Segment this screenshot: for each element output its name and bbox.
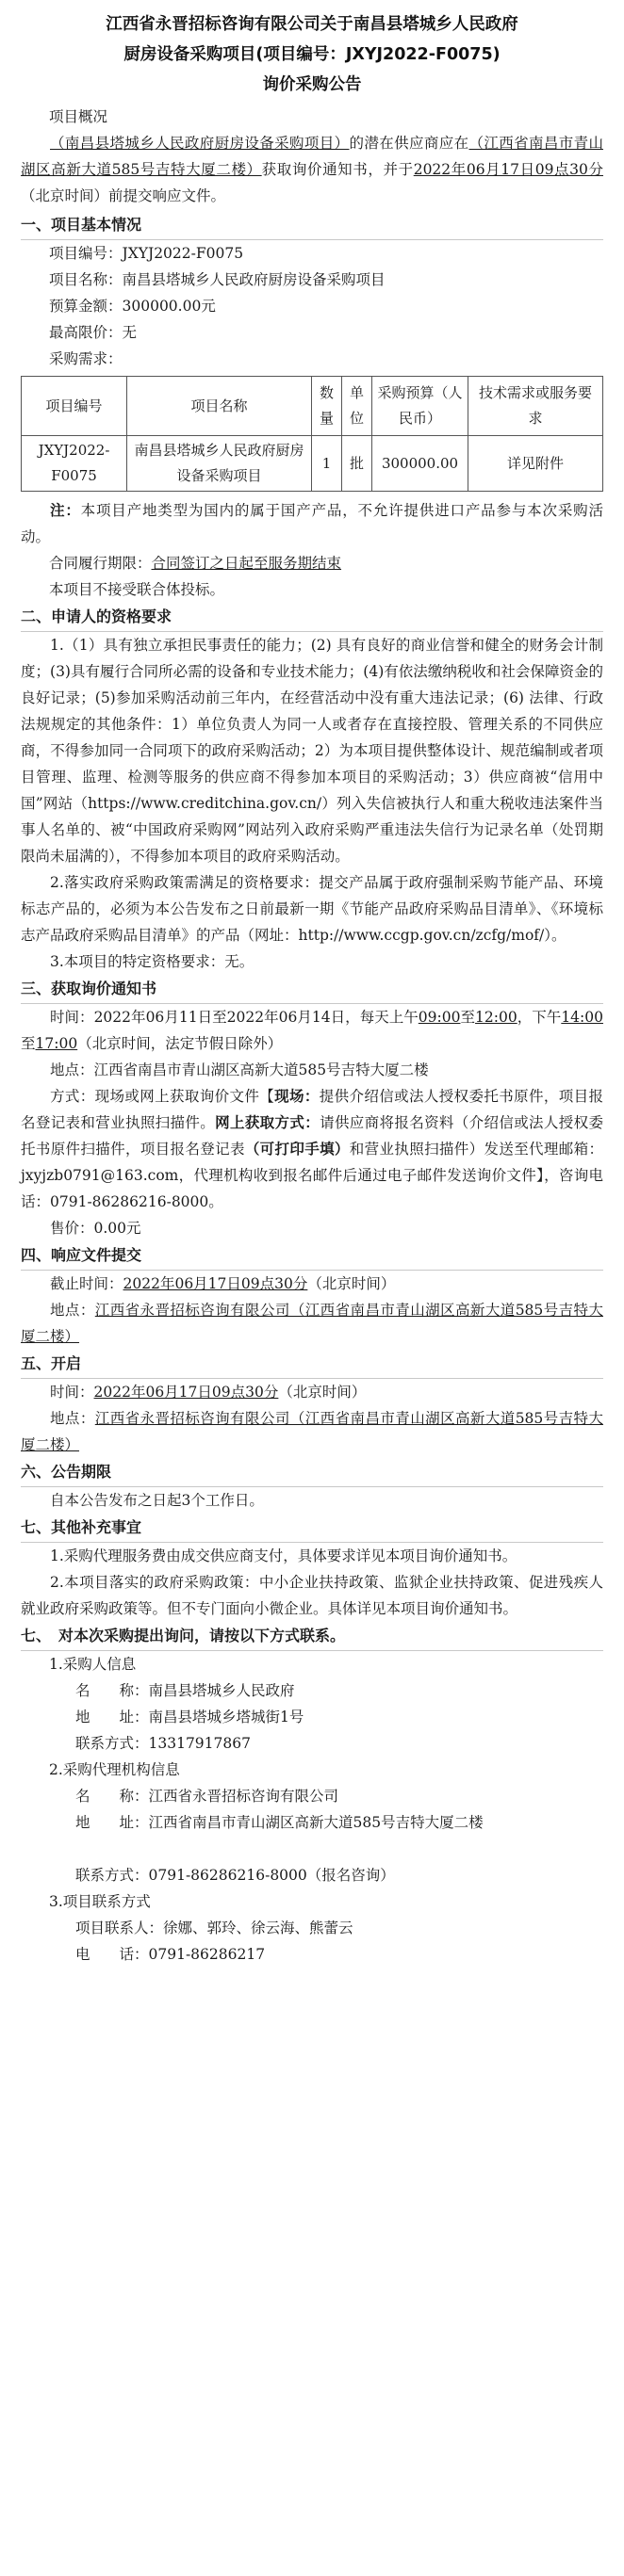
needs-label: 采购需求： <box>49 350 123 367</box>
title-line-2: 厨房设备采购项目(项目编号：JXYJ2022-F0075) <box>123 45 501 64</box>
supplement-2: 2.本项目落实的政府采购政策：中小企业扶持政策、监狱企业扶持政策、促进残疾人就业政府采购政策等。但不专门面向小微企业。具体详见本项目询价通知书。 <box>21 1574 603 1617</box>
table-cell: 详见附件 <box>468 436 603 492</box>
title-line-1: 江西省永晋招标咨询有限公司关于南昌县塔城乡人民政府 <box>106 15 518 34</box>
contact-section-heading: 七、 对本次采购提出询问，请按以下方式联系。 <box>21 1622 603 1651</box>
project-contact-phone: 电 话：0791-86286217 <box>75 1946 266 1963</box>
overview-deadline: 2022年06月17日09点30分 <box>413 161 603 178</box>
qualification-3: 3.本项目的特定资格要求：无。 <box>50 953 255 970</box>
agency-address: 地 址：江西省南昌市青山湖区高新大道585号吉特大厦二楼 <box>75 1814 484 1831</box>
project-number: 项目编号：JXYJ2022-F0075 <box>49 245 244 262</box>
qualification-2: 2.落实政府采购政策需满足的资格要求：提交产品属于政府强制采购节能产品、环境标志产品的，必须为本公告发布之日前最新一期《节能产品政府采购品目清单》、《环境标志产品政府采购品目清单》的产品（网址：http://www.ccgp.gov.cn/zcfg/mof/）。 <box>21 874 603 944</box>
obtain-place: 地点：江西省南昌市青山湖区高新大道585号吉特大厦二楼 <box>50 1061 429 1078</box>
table-cell: JXYJ2022-F0075 <box>22 436 127 492</box>
project-contact-label: 3.项目联系方式 <box>49 1893 151 1910</box>
section-6-heading: 六、公告期限 <box>21 1458 603 1487</box>
obtain-time: 时间：2022年06月11日至2022年06月14日，每天上午09:00至12:00，下午14:00至17:00（北京时间，法定节假日除外） <box>21 1009 603 1052</box>
budget-amount: 预算金额：300000.00元 <box>49 298 216 315</box>
overview-label: 项目概况 <box>49 108 108 125</box>
contract-period: 合同履行期限：合同签订之日起至服务期结束 <box>49 555 342 572</box>
section-3-heading: 三、获取询价通知书 <box>21 975 603 1004</box>
table-cell: 1 <box>312 436 342 492</box>
section-4-heading: 四、响应文件提交 <box>21 1241 603 1271</box>
agency-label: 2.采购代理机构信息 <box>49 1761 180 1778</box>
table-header: 项目编号 <box>22 377 127 436</box>
purchaser-address: 地 址：南昌县塔城乡塔城街1号 <box>75 1709 304 1725</box>
supplement-1: 1.采购代理服务费由成交供应商支付，具体要求详见本项目询价通知书。 <box>50 1547 517 1564</box>
table-row <box>22 436 603 492</box>
submission-place: 地点：江西省永晋招标咨询有限公司（江西省南昌市青山湖区高新大道585号吉特大厦二楼） <box>21 1302 603 1345</box>
table-cell: 南昌县塔城乡人民政府厨房设备采购项目 <box>127 436 312 492</box>
purchaser-label: 1.采购人信息 <box>49 1656 137 1673</box>
agency-contact: 联系方式：0791-86286216-8000（报名咨询） <box>75 1867 395 1884</box>
table-cell: 300000.00 <box>372 436 468 492</box>
purchaser-name: 名 称：南昌县塔城乡人民政府 <box>75 1682 295 1699</box>
overview-address: （江西省南昌市青山湖区高新大道585号吉特大厦二楼） <box>21 135 603 178</box>
obtain-price: 售价：0.00元 <box>50 1220 141 1237</box>
table-header: 采购预算（人民币） <box>372 377 468 436</box>
table-header: 技术需求或服务要求 <box>468 377 603 436</box>
table-cell: 批 <box>342 436 372 492</box>
submission-deadline: 截止时间：2022年06月17日09点30分（北京时间） <box>50 1275 396 1292</box>
title-line-3: 询价采购公告 <box>262 75 362 94</box>
project-contact-people: 项目联系人：徐娜、郭玲、徐云海、熊蕾云 <box>75 1920 353 1936</box>
section-2-heading: 二、申请人的资格要求 <box>21 603 603 632</box>
obtain-method: 方式：现场或网上获取询价文件【现场：提供介绍信或法人授权委托书原件，项目报名登记表和营业执照扫描件。网上获取方式：请供应商将报名资料（介绍信或法人授权委托书原件扫描件，项目报名登记表（可打印手填）和营业执照扫描件）发送至代理邮箱：jxyjzb0791@163.com，代理机构收到报名邮件后通过电子邮件发送询价文件】，咨询电话：0791-86286216-8000。 <box>21 1088 603 1210</box>
section-1-heading: 一、项目基本情况 <box>21 211 603 240</box>
procurement-table <box>21 376 603 492</box>
agency-name: 名 称：江西省永晋招标咨询有限公司 <box>75 1788 339 1805</box>
opening-place: 地点：江西省永晋招标咨询有限公司（江西省南昌市青山湖区高新大道585号吉特大厦二楼） <box>21 1410 603 1453</box>
table-header: 项目名称 <box>127 377 312 436</box>
section-5-heading: 五、开启 <box>21 1350 603 1379</box>
overview-project-name: （南昌县塔城乡人民政府厨房设备采购项目） <box>50 135 350 152</box>
max-price: 最高限价：无 <box>49 324 138 341</box>
notice-period: 自本公告发布之日起3个工作日。 <box>50 1492 264 1509</box>
origin-note: 注：本项目产地类型为国内的属于国产产品，不允许提供进口产品参与本次采购活动。 <box>21 502 603 545</box>
consortium-note: 本项目不接受联合体投标。 <box>49 581 225 598</box>
section-7-heading: 七、其他补充事宜 <box>21 1514 603 1543</box>
purchaser-contact: 联系方式：13317917867 <box>75 1735 251 1752</box>
table-header-row <box>22 377 603 436</box>
qualification-1: 1.（1）具有独立承担民事责任的能力；(2) 具有良好的商业信誉和健全的财务会计制度；(3)具有履行合同所必需的设备和专业技术能力；(4)有依法缴纳税收和社会保障资金的良好记录；(5)参加采购活动前三年内，在经营活动中没有重大违法记录；(6) 法律、行政法规规定的其他条件：1）单位负责人为同一人或者存在直接控股、管理关系的不同供应商，不得参加同一合同项下的政府采购活动；2）为本项目提供整体设计、规范编制或者项目管理、监理、检测等服务的供应商不得参加本项目的采购活动；3）供应商被“信用中国”网站（https://www.creditchina.gov.cn/）列入失信被执行人和重大税收违法案件当事人名单的、被“中国政府采购网”网站列入政府采购严重违法失信行为记录名单（处罚期限尚未届满的），不得参加本项目的政府采购活动。 <box>21 637 603 865</box>
project-name: 项目名称：南昌县塔城乡人民政府厨房设备采购项目 <box>49 271 386 288</box>
opening-time: 时间：2022年06月17日09点30分（北京时间） <box>50 1384 367 1401</box>
spacer <box>21 1836 603 1862</box>
overview-paragraph: （南昌县塔城乡人民政府厨房设备采购项目）的潜在供应商应在（江西省南昌市青山湖区高新大道585号吉特大厦二楼）获取询价通知书，并于2022年06月17日09点30分（北京时间）前提交响应文件。 <box>21 135 603 204</box>
table-header: 单位 <box>342 377 372 436</box>
table-header: 数量 <box>312 377 342 436</box>
